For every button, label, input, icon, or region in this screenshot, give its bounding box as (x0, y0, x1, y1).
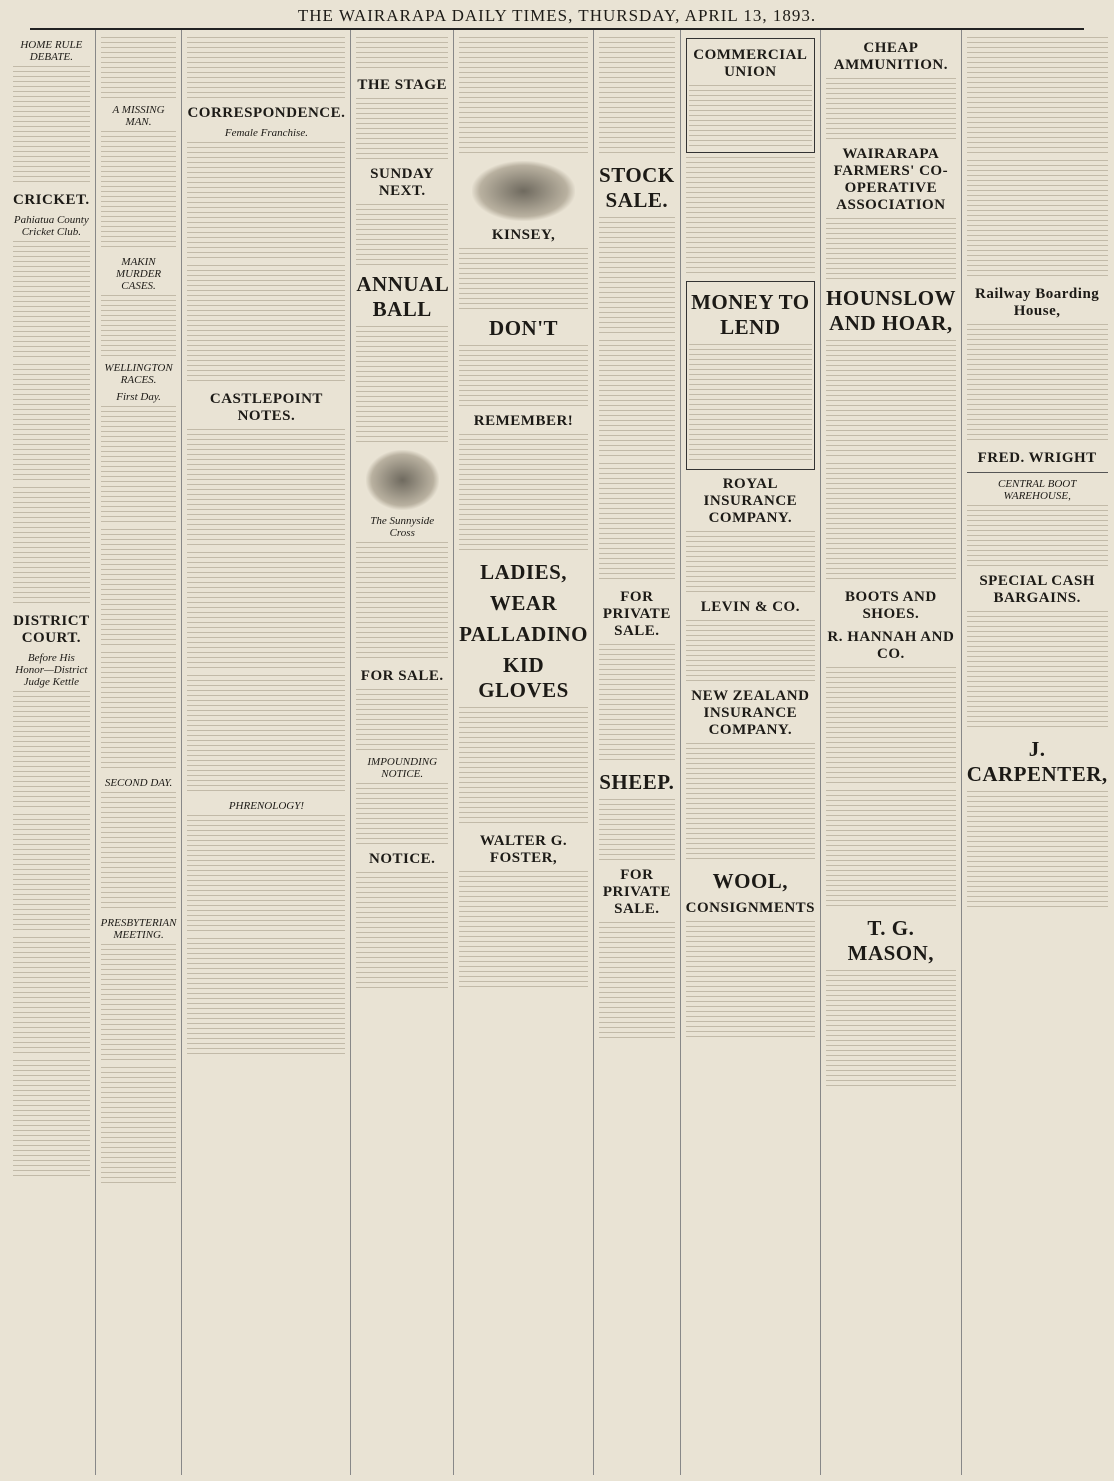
column-heading: FOR PRIVATE SALE. (602, 867, 671, 917)
column-heading: STOCK SALE. (599, 163, 675, 212)
body-text-placeholder (356, 872, 448, 992)
column-heading: A MISSING MAN. (112, 104, 165, 128)
body-text-placeholder (599, 644, 675, 764)
body-text-placeholder (599, 37, 675, 157)
column-heading: PRESBYTERIAN MEETING. (100, 917, 177, 941)
column-heading: FOR PRIVATE SALE. (602, 589, 671, 639)
body-text-placeholder (967, 324, 1108, 444)
body-text-placeholder (599, 922, 675, 1042)
column-4 (351, 30, 454, 1475)
body-text-placeholder (356, 204, 448, 266)
body-text-placeholder (187, 429, 345, 549)
column-heading: Before His Honor—District Judge Kettle (15, 652, 88, 688)
column-9 (962, 30, 1113, 1475)
column-heading: WEAR (489, 591, 558, 615)
body-text-placeholder (13, 814, 90, 934)
column-heading: PHRENOLOGY! (228, 800, 304, 812)
column-6 (594, 30, 681, 1475)
body-text-placeholder (967, 160, 1108, 280)
body-text-placeholder (187, 265, 345, 385)
column-heading: CONSIGNMENTS (685, 900, 816, 916)
column-7 (681, 30, 821, 1475)
royal-arms-emblem (472, 161, 575, 221)
money-to-lend-advert (686, 281, 815, 470)
body-text-placeholder (599, 463, 675, 583)
body-text-placeholder (356, 783, 448, 845)
column-heading: CASTLEPOINT NOTES. (209, 391, 323, 424)
column-heading: Railway Boarding House, (975, 286, 1100, 319)
column-heading: SUNDAY NEXT. (370, 166, 435, 199)
body-text-placeholder (13, 364, 90, 484)
column-heading: NEW ZEALAND INSURANCE COMPANY. (691, 688, 810, 738)
column-heading: SHEEP. (599, 770, 675, 794)
column-heading: PALLADINO (459, 622, 589, 646)
bicycle-illustration (366, 450, 439, 510)
column-heading: CRICKET. (13, 192, 90, 208)
body-text-placeholder (967, 791, 1108, 911)
column-heading: SPECIAL CASH BARGAINS. (979, 573, 1095, 606)
body-text-placeholder (356, 37, 448, 71)
column-heading: THE STAGE (357, 77, 448, 93)
body-text-placeholder (826, 218, 956, 280)
column-heading: Pahiatua County Cricket Club. (13, 214, 89, 238)
column-1 (8, 30, 96, 1475)
column-heading: REMEMBER! (473, 413, 574, 429)
body-text-placeholder (356, 326, 448, 446)
body-text-placeholder (459, 345, 588, 407)
body-text-placeholder (187, 938, 345, 1058)
column-heading: NOTICE. (369, 851, 436, 867)
column-heading: KID GLOVES (478, 653, 569, 702)
column-heading: FRED. WRIGHT (977, 450, 1097, 466)
body-text-placeholder (187, 815, 345, 935)
newspaper-columns (8, 30, 1106, 1475)
column-heading: WAIRARAPA FARMERS' CO-OPERATIVE ASSOCIATION (833, 146, 949, 213)
body-text-placeholder (101, 295, 177, 357)
body-text-placeholder (599, 799, 675, 861)
body-text-placeholder (101, 652, 177, 772)
body-text-placeholder (13, 241, 90, 361)
body-text-placeholder (101, 131, 177, 251)
body-text-placeholder (459, 707, 588, 827)
body-text-placeholder (356, 98, 448, 160)
column-heading: J. CARPENTER, (966, 737, 1108, 786)
body-text-placeholder (967, 37, 1108, 157)
column-heading: IMPOUNDING NOTICE. (367, 756, 438, 780)
column-heading: WALTER G. FOSTER, (479, 833, 568, 866)
column-heading: Female Franchise. (224, 127, 308, 139)
body-text-placeholder (101, 406, 177, 526)
body-text-placeholder (13, 937, 90, 1057)
body-text-placeholder (459, 248, 588, 310)
body-text-placeholder (13, 66, 90, 186)
body-text-placeholder (101, 944, 177, 1064)
body-text-placeholder (459, 871, 588, 991)
column-heading: FOR SALE. (360, 668, 444, 684)
column-3 (182, 30, 351, 1475)
body-text-placeholder (101, 37, 177, 99)
column-heading: T. G. MASON, (847, 916, 935, 965)
body-text-placeholder (13, 487, 90, 607)
body-text-placeholder (826, 970, 956, 1090)
body-text-placeholder (599, 340, 675, 460)
section-divider (967, 472, 1108, 473)
column-heading: LADIES, (480, 560, 568, 584)
body-text-placeholder (459, 37, 588, 157)
column-heading: BOOTS AND SHOES. (845, 589, 937, 622)
body-text-placeholder (686, 620, 815, 682)
body-text-placeholder (101, 792, 177, 912)
body-text-placeholder (356, 542, 448, 662)
body-text-placeholder (689, 85, 812, 147)
body-text-placeholder (826, 790, 956, 910)
column-8 (821, 30, 962, 1475)
body-text-placeholder (967, 505, 1108, 567)
column-2 (96, 30, 183, 1475)
column-heading: MONEY TO LEND (691, 290, 810, 339)
body-text-placeholder (686, 531, 815, 593)
column-heading: DISTRICT COURT. (13, 613, 90, 646)
masthead: THE WAIRARAPA DAILY TIMES, THURSDAY, APRIL 13, 1893. (30, 4, 1084, 30)
body-text-placeholder (459, 434, 588, 554)
commercial-union-advert (686, 38, 815, 153)
body-text-placeholder (686, 743, 815, 863)
column-heading: CHEAP AMMUNITION. (833, 40, 948, 73)
column-heading: MAKIN MURDER CASES. (115, 256, 162, 292)
column-heading: COMMERCIAL UNION (693, 47, 808, 80)
body-text-placeholder (13, 691, 90, 811)
column-heading: HOME RULE DEBATE. (20, 39, 83, 63)
column-heading: The Sunnyside Cross (370, 515, 435, 539)
column-heading: ROYAL INSURANCE COMPANY. (703, 476, 798, 526)
column-5 (454, 30, 594, 1475)
body-text-placeholder (187, 675, 345, 795)
column-heading: R. HANNAH AND CO. (827, 629, 955, 662)
column-heading: WELLINGTON RACES. (104, 362, 173, 386)
column-heading: WOOL, (712, 869, 789, 893)
body-text-placeholder (187, 37, 345, 99)
column-heading: ANNUAL BALL (356, 272, 450, 321)
body-text-placeholder (967, 611, 1108, 731)
column-heading: HOUNSLOW AND HOAR, (826, 286, 957, 335)
column-heading: CORRESPONDENCE. (187, 105, 346, 121)
body-text-placeholder (686, 921, 815, 1041)
column-heading: First Day. (116, 391, 161, 403)
body-text-placeholder (599, 217, 675, 337)
body-text-placeholder (187, 552, 345, 672)
body-text-placeholder (826, 463, 956, 583)
body-text-placeholder (826, 340, 956, 460)
body-text-placeholder (187, 142, 345, 262)
column-heading: CENTRAL BOOT WAREHOUSE, (997, 478, 1077, 502)
column-heading: SECOND DAY. (104, 777, 173, 789)
body-text-placeholder (686, 157, 815, 277)
body-text-placeholder (356, 689, 448, 751)
body-text-placeholder (13, 1060, 90, 1180)
body-text-placeholder (826, 78, 956, 140)
column-heading: KINSEY, (491, 227, 556, 243)
body-text-placeholder (689, 344, 812, 464)
body-text-placeholder (101, 529, 177, 649)
column-heading: DON'T (489, 316, 559, 340)
body-text-placeholder (826, 667, 956, 787)
column-heading: LEVIN & CO. (700, 599, 800, 615)
body-text-placeholder (101, 1067, 177, 1187)
